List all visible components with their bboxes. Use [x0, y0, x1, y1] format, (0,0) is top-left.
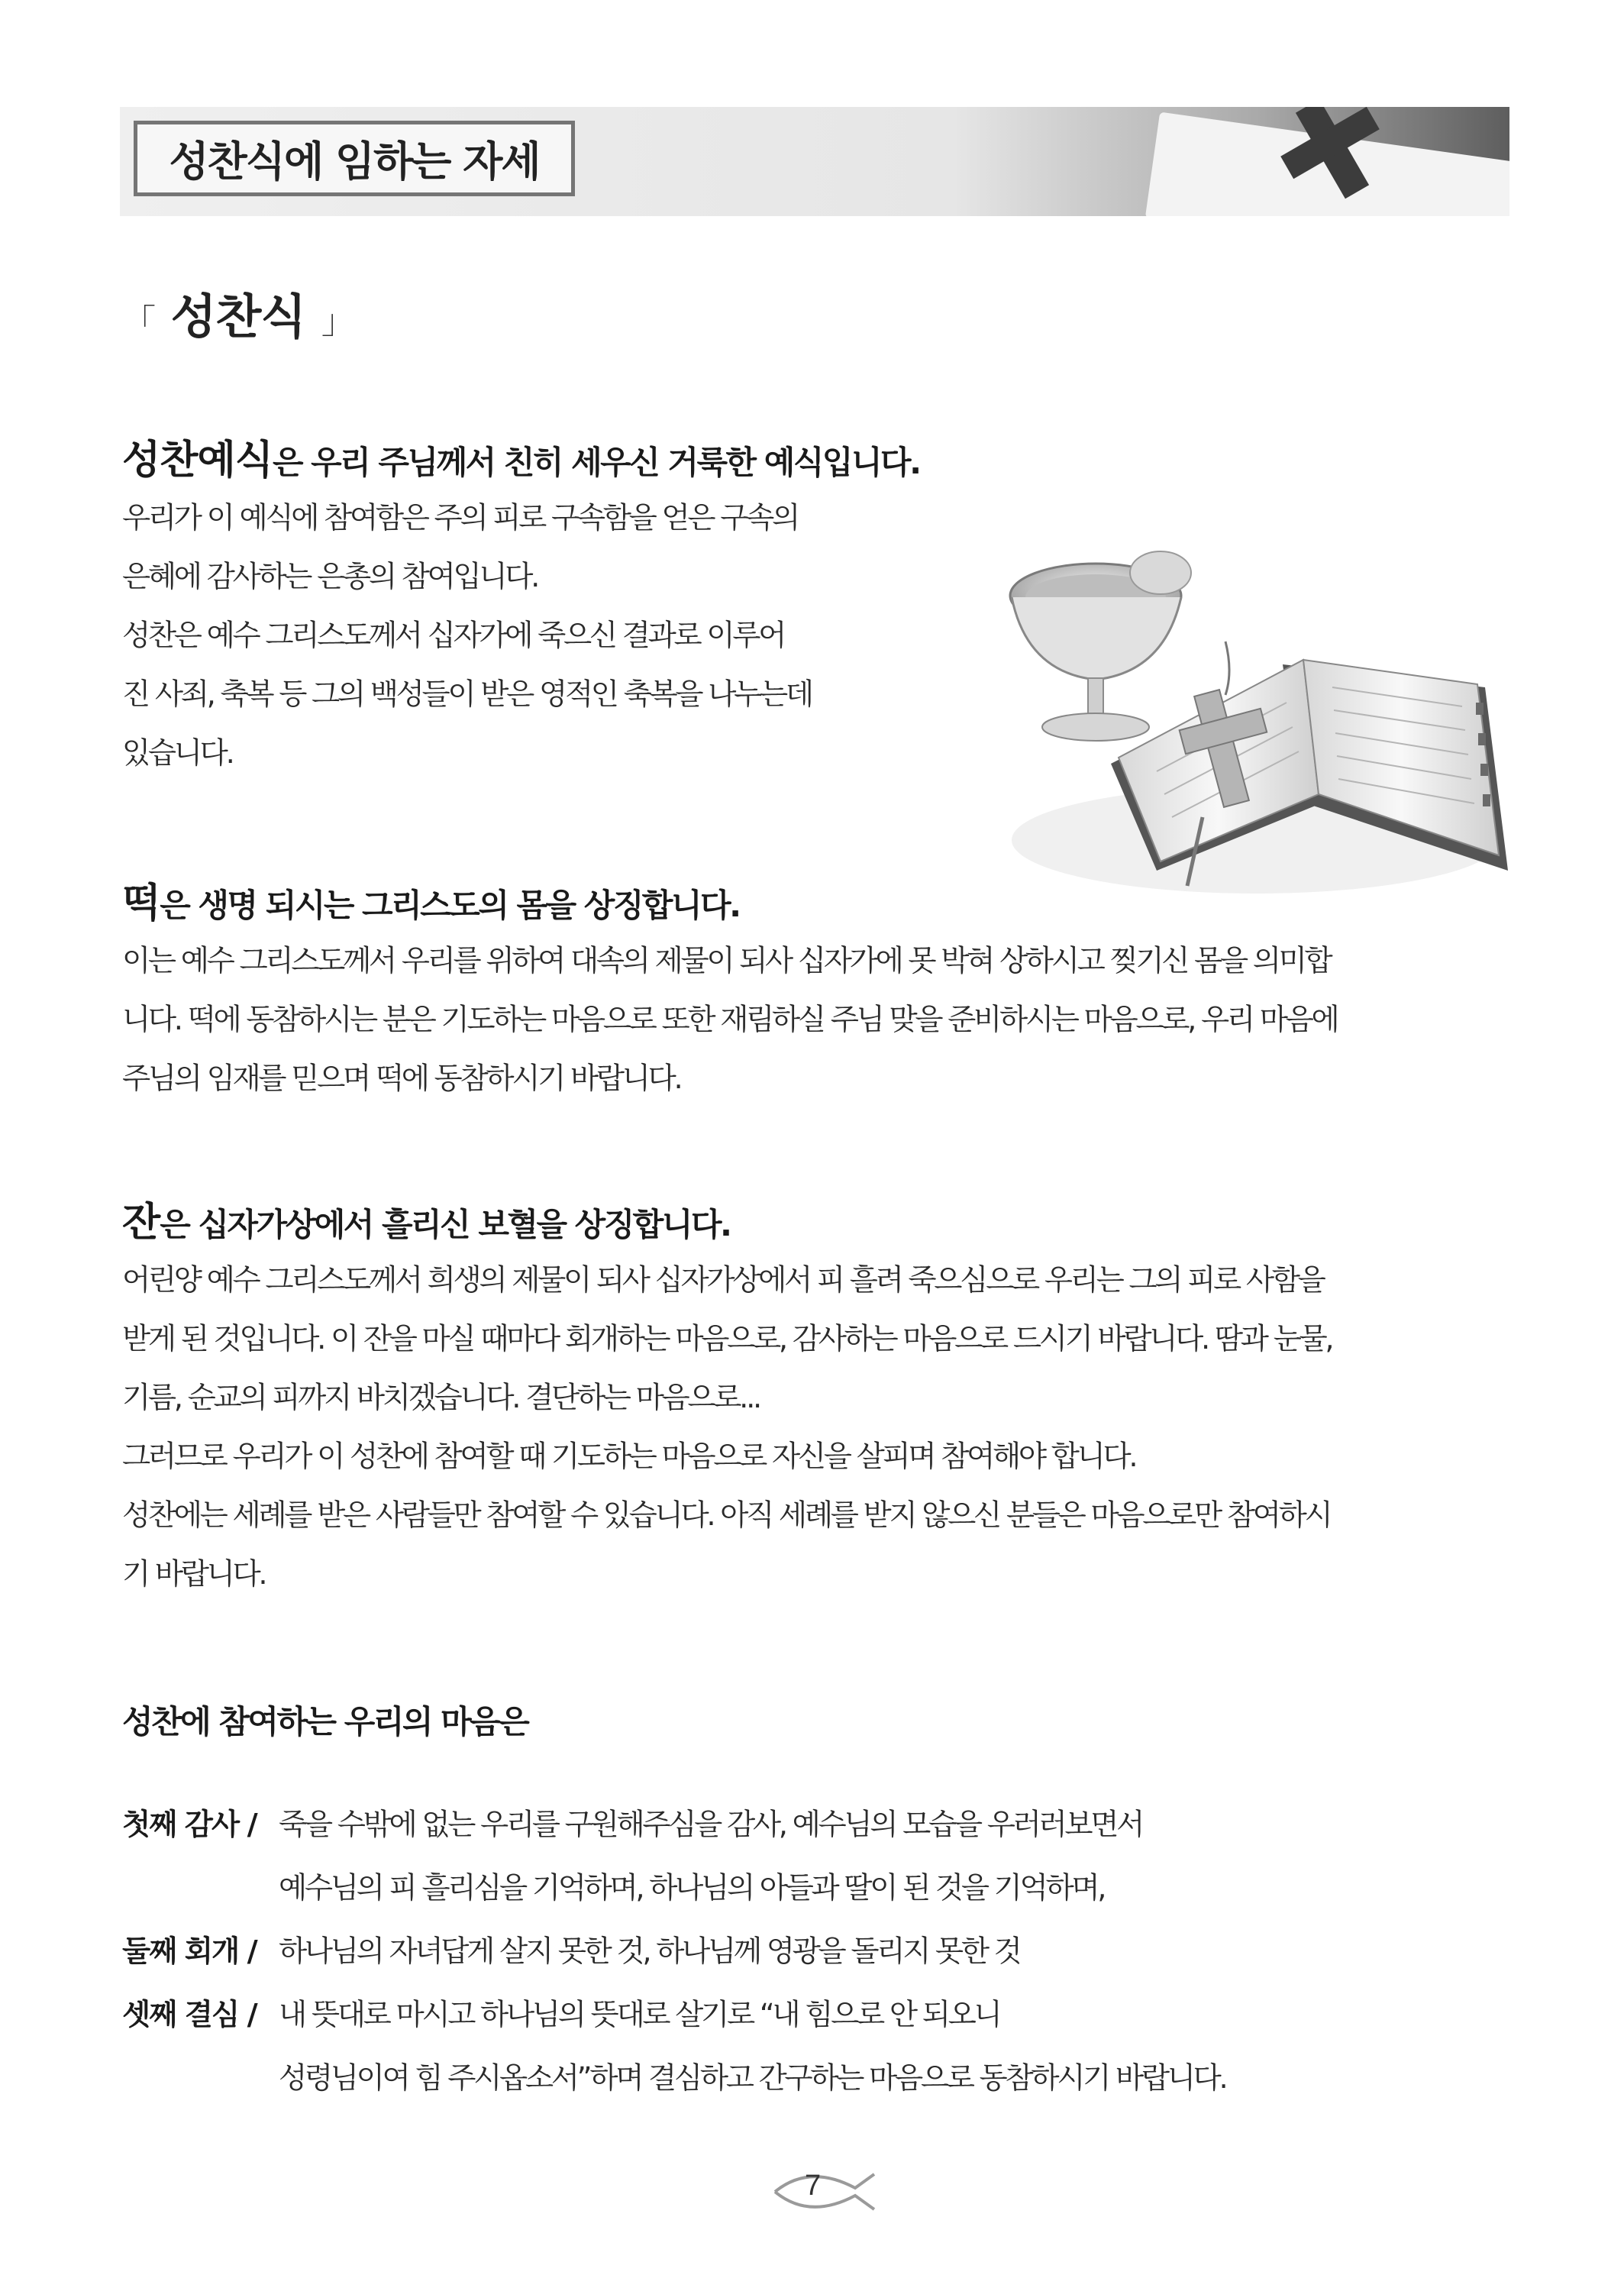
section1-line: 우리가 이 예식에 참여함은 주의 피로 구속함을 얻은 구속의: [122, 501, 798, 535]
section1-heading-rest: 은 우리 주님께서 친히 세우신 거룩한 예식입니다.: [272, 444, 920, 481]
section3-line: 성찬에는 세례를 받은 사람들만 참여할 수 있습니다. 아직 세례를 받지 않으신 분들은 마음으로만 참여하시: [122, 1498, 1331, 1533]
closing-item-resolution-cont: 성령님이여 힘 주시옵소서”하며 결심하고 간구하는 마음으로 동참하시기 바랍니다.: [279, 2061, 1226, 2096]
title-bracket-close: 」: [321, 302, 354, 341]
closing-item-resolution: [122, 1989, 999, 2042]
section2-line: 이는 예수 그리스도께서 우리를 위하여 대속의 제물이 되사 십자가에 못 박혀 상하시고 찢기신 몸을 의미합: [122, 944, 1331, 978]
section1-line: 진 사죄, 축복 등 그의 백성들이 받은 영적인 축복을 나누는데: [122, 677, 812, 712]
closing-item-thanks-cont: 예수님의 피 흘리심을 기억하며, 하나님의 아들과 딸이 된 것을 기억하며,: [279, 1871, 1105, 1905]
closing-item-label: 첫째 감사 /: [122, 1808, 257, 1842]
title-bracket-open: 「: [122, 302, 155, 341]
closing-item-repentance: [122, 1925, 1020, 1979]
section3-line: 어린양 예수 그리스도께서 희생의 제물이 되사 십자가상에서 피 흘려 죽으심으로 우리는 그의 피로 사함을: [122, 1263, 1324, 1298]
closing-item-thanks: [122, 1798, 1142, 1852]
page-title: [122, 279, 354, 347]
section3-paragraph: [122, 1251, 1332, 1604]
section2-heading-rest: 은 생명 되시는 그리스도의 몸을 상징합니다.: [160, 887, 740, 924]
section1-line: 성찬은 예수 그리스도께서 십자가에 죽으신 결과로 이루어: [122, 619, 785, 653]
chalice-icon: [1010, 551, 1191, 741]
page-title-text: 성찬식: [170, 289, 306, 344]
section1-line: 있습니다.: [122, 736, 233, 771]
closing-item-text: 죽을 수밖에 없는 우리를 구원해주심을 감사, 예수님의 모습을 우러러보면서: [279, 1808, 1143, 1842]
closing-heading: 성찬에 참여하는 우리의 마음은: [122, 1703, 528, 1740]
section1-heading: [122, 428, 920, 485]
closing-item-text: 하나님의 자녀답게 살지 못한 것, 하나님께 영광을 돌리지 못한 것: [279, 1934, 1020, 1969]
section1-paragraph: [122, 489, 812, 783]
section3-line: 받게 된 것입니다. 이 잔을 마실 때마다 회개하는 마음으로, 감사하는 마음으로 드시기 바랍니다. 땀과 눈물,: [122, 1322, 1332, 1356]
section3-line: 그러므로 우리가 이 성찬에 참여할 때 기도하는 마음으로 자신을 살피며 참여해야 합니다.: [122, 1440, 1136, 1474]
page-number: [771, 2165, 878, 2219]
section2-line: 니다. 떡에 동참하시는 분은 기도하는 마음으로 또한 재림하실 주님 맞을 준비하시는 마음으로, 우리 마음에: [122, 1003, 1338, 1037]
fish-icon: [771, 2165, 878, 2219]
section2-heading-bold: 떡: [122, 881, 160, 926]
section2-paragraph: [122, 932, 1337, 1108]
closing-item-label: 둘째 회개 /: [122, 1934, 257, 1969]
communion-illustration: [1004, 550, 1516, 916]
section2-line: 주님의 임재를 믿으며 떡에 동참하시기 바랍니다.: [122, 1062, 681, 1096]
closing-item-text: 내 뜻대로 마시고 하나님의 뜻대로 살기로 “내 힘으로 안 되오니: [279, 1998, 1000, 2032]
section2-heading: [122, 871, 740, 928]
header-banner: [120, 107, 1509, 216]
header-title: 성찬식에 임하는 자세: [134, 121, 575, 196]
section3-line: 기름, 순교의 피까지 바치겠습니다. 결단하는 마음으로...: [122, 1381, 760, 1415]
section1-heading-bold: 성찬예식: [122, 438, 273, 483]
section3-heading-rest: 은 십자가상에서 흘리신 보혈을 상징합니다.: [160, 1206, 731, 1243]
section3-heading: [122, 1190, 730, 1247]
section1-line: 은혜에 감사하는 은총의 참여입니다.: [122, 560, 538, 594]
section3-line: 기 바랍니다.: [122, 1557, 266, 1592]
page-number-text: 7: [805, 2170, 822, 2202]
section3-heading-bold: 잔: [122, 1200, 160, 1246]
closing-item-label: 셋째 결심 /: [122, 1998, 257, 2032]
